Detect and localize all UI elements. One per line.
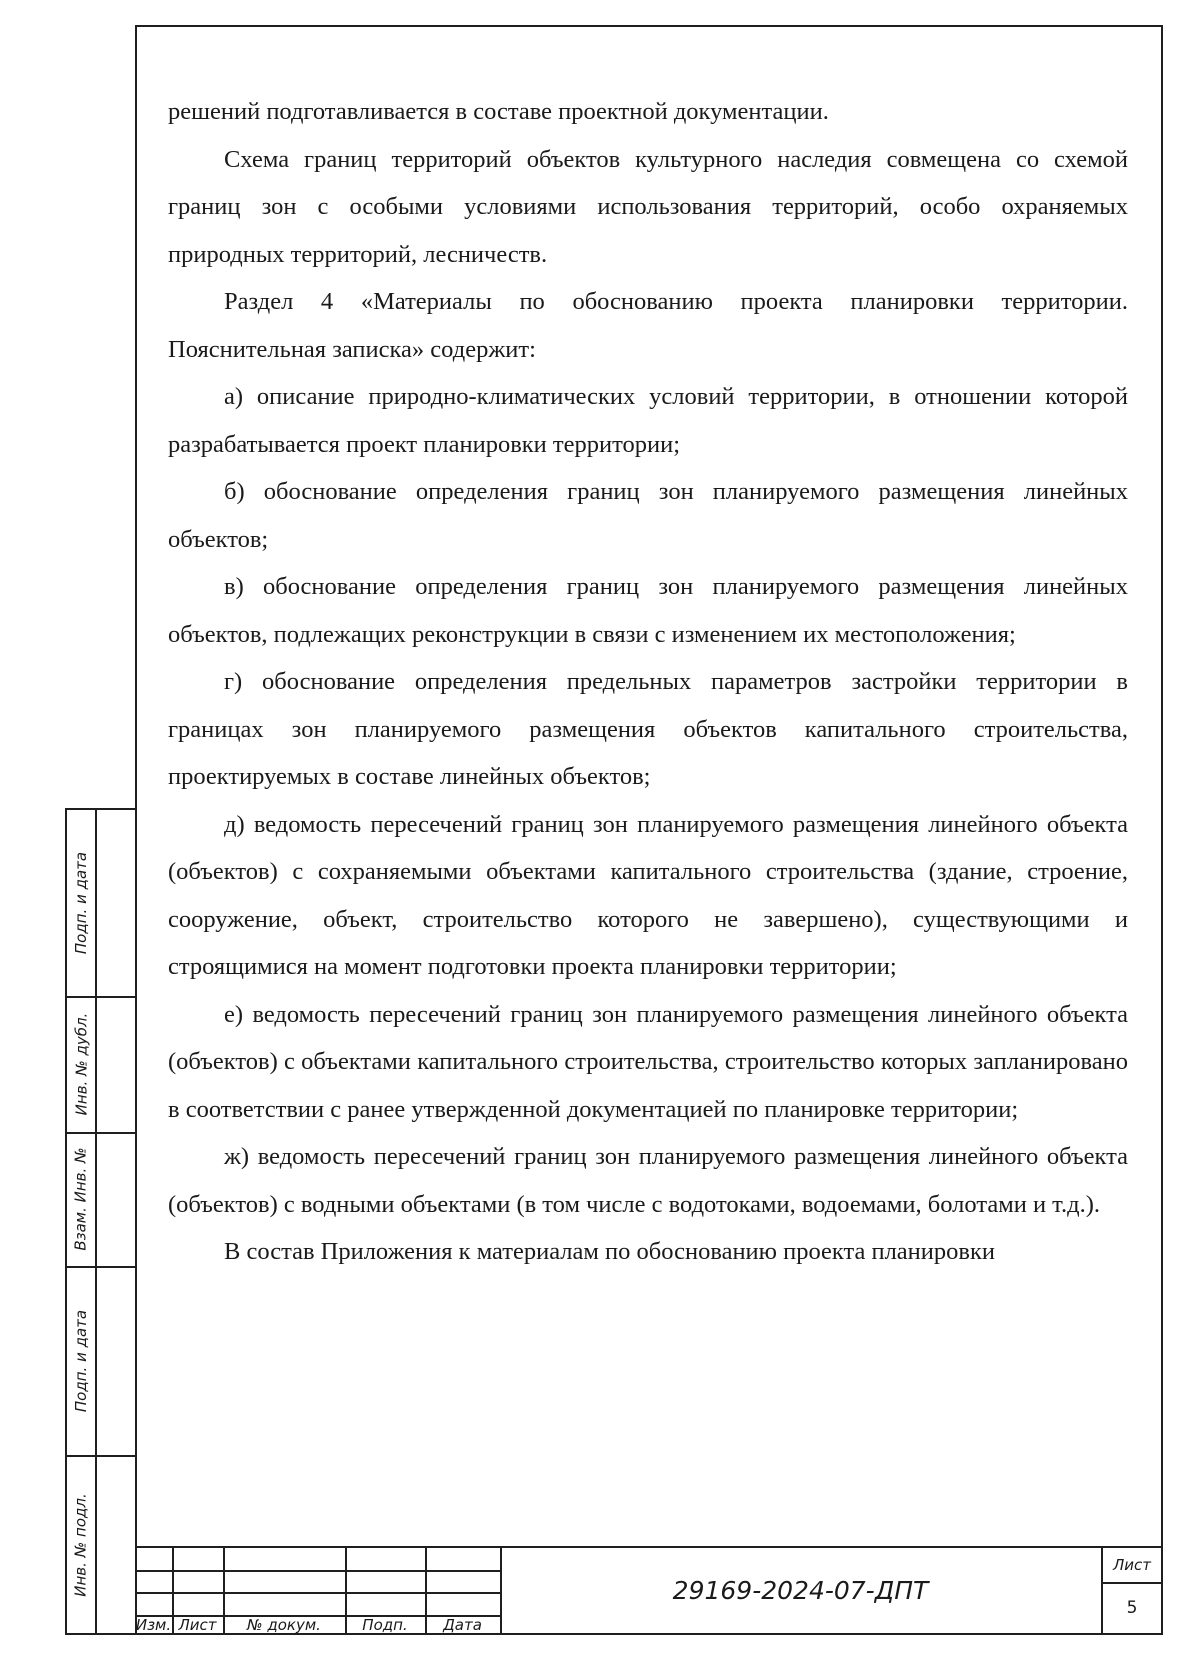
side-label-inv-podl: Инв. № подл.	[72, 1493, 91, 1597]
side-stamp	[65, 808, 135, 1635]
side-label-inv-dubl: Инв. № дубл.	[72, 1012, 91, 1116]
paragraph-10: ж) ведомость пересечений границ зон планируемого размещения линейного объекта (объектов) с водными объектами (в том числе с водотоками, водоемами, болотами и т.д.).	[168, 1143, 1128, 1218]
sheet-label: Лист	[1112, 1556, 1151, 1574]
paragraph-3: Раздел 4 «Материалы по обоснованию проекта планировки территории. Пояснительная записка» содержит:	[168, 288, 1128, 363]
document-body	[168, 88, 1128, 1276]
col-podp-label: Подп.	[362, 1616, 408, 1634]
title-block	[135, 1546, 1163, 1635]
side-cell-inv-podl	[67, 1455, 95, 1635]
sheet-number: 5	[1126, 1598, 1138, 1618]
side-cell-vzam-inv	[67, 1132, 95, 1266]
col-list-label: Лист	[178, 1616, 217, 1634]
paragraph-7: г) обоснование определения предельных параметров застройки территории в границах зон планируемого размещения объектов капитального строительства, проектируемых в составе линейных объектов;	[168, 668, 1128, 790]
paragraph-9: е) ведомость пересечений границ зон планируемого размещения линейного объекта (объектов) с объектами капитального строительства, строительство которых запланировано в соответствии с ранее утвержденной документацией по планировке территории;	[168, 1000, 1128, 1123]
col-data-label: Дата	[443, 1616, 482, 1634]
paragraph-4: а) описание природно-климатических условий территории, в отношении которой разрабатывается проект планировки территории;	[168, 383, 1128, 458]
paragraph-8: д) ведомость пересечений границ зон планируемого размещения линейного объекта (объектов) с сохраняемыми объектами капитального строительства (здание, строение, сооружение, объект, строительство которого не завершено), существующими и строящимися на момент подготовки проекта планировки территории;	[168, 810, 1128, 980]
paragraph-5: б) обоснование определения границ зон планируемого размещения линейных объектов;	[168, 478, 1128, 553]
side-cell-podp-data-2	[67, 1266, 95, 1455]
side-label-podp-data-2: Подп. и дата	[72, 1309, 90, 1412]
paragraph-6: в) обоснование определения границ зон планируемого размещения линейных объектов, подлежащих реконструкции в связи с изменением их местоположения;	[168, 573, 1128, 648]
document-code: 29169-2024-07-ДПТ	[672, 1576, 929, 1605]
paragraph-2: Схема границ территорий объектов культурного наследия совмещена со схемой границ зон с особыми условиями использования территорий, особо охраняемых природных территорий, лесничеств.	[168, 145, 1128, 268]
paragraph-11: В состав Приложения к материалам по обоснованию проекта планировки	[224, 1238, 995, 1265]
side-cell-podp-data-1	[67, 810, 95, 996]
col-dokum-label: № докум.	[247, 1616, 321, 1634]
col-izm-label: Изм.	[135, 1616, 172, 1634]
side-cell-inv-dubl	[67, 996, 95, 1132]
side-label-vzam-inv: Взам. Инв. №	[72, 1147, 91, 1251]
paragraph-1: решений подготавливается в составе проектной документации.	[168, 98, 829, 125]
side-label-podp-data-1: Подп. и дата	[72, 851, 90, 955]
